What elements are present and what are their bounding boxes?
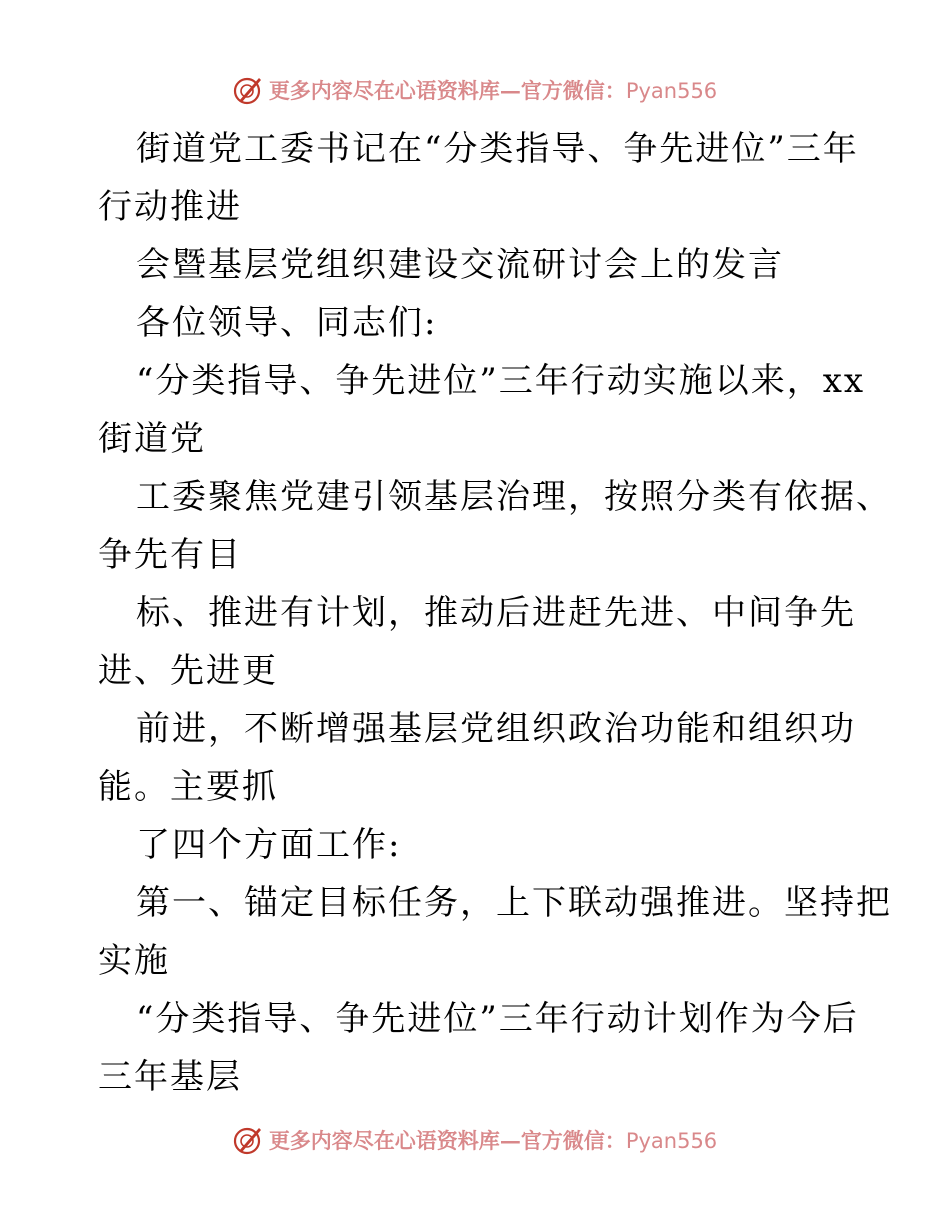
text-line: 标、推进有计划，推动后进赶先进、中间争先 xyxy=(136,593,856,633)
text-line: 能。主要抓 xyxy=(98,767,278,807)
watermark-brand: 更多内容尽在心语资料库 xyxy=(268,78,500,103)
text-line: 前进，不断增强基层党组织政治功能和组织功 xyxy=(136,709,856,749)
text-line: 第一、锚定目标任务，上下联动强推进。坚持把 xyxy=(136,883,892,923)
text-line: 街道党工委书记在“分类指导、争先进位”三年 xyxy=(136,129,859,169)
watermark-brand: 更多内容尽在心语资料库 xyxy=(268,1128,500,1153)
text-line: 各位领导、同志们: xyxy=(136,303,438,343)
text-line: “分类指导、争先进位”三年行动实施以来，xx xyxy=(136,361,866,401)
header-watermark xyxy=(0,70,950,110)
text-line: 工委聚焦党建引领基层治理，按照分类有依据、 xyxy=(136,477,892,517)
watermark-text xyxy=(269,75,717,105)
text-line: 街道党 xyxy=(98,419,206,459)
text-line: 会暨基层党组织建设交流研讨会上的发言 xyxy=(136,245,784,285)
watermark-separator: — xyxy=(499,1128,521,1153)
text-line: 进、先进更 xyxy=(98,651,278,691)
text-line: 实施 xyxy=(98,941,170,981)
watermark-label: 官方微信： xyxy=(520,78,626,103)
quill-logo-icon xyxy=(233,75,263,105)
watermark-id: Pyan556 xyxy=(625,1129,718,1153)
text-line: 行动推进 xyxy=(98,187,242,227)
watermark-separator: — xyxy=(499,78,521,103)
watermark-text xyxy=(269,1125,717,1155)
watermark-id: Pyan556 xyxy=(625,79,718,103)
footer-watermark xyxy=(0,1120,950,1160)
text-line: 争先有目 xyxy=(98,535,242,575)
text-line: “分类指导、争先进位”三年行动计划作为今后 xyxy=(136,999,859,1039)
watermark-label: 官方微信： xyxy=(520,1128,626,1153)
text-line: 了四个方面工作: xyxy=(136,825,402,865)
quill-logo-icon xyxy=(233,1125,263,1155)
text-line: 三年基层 xyxy=(98,1057,242,1097)
